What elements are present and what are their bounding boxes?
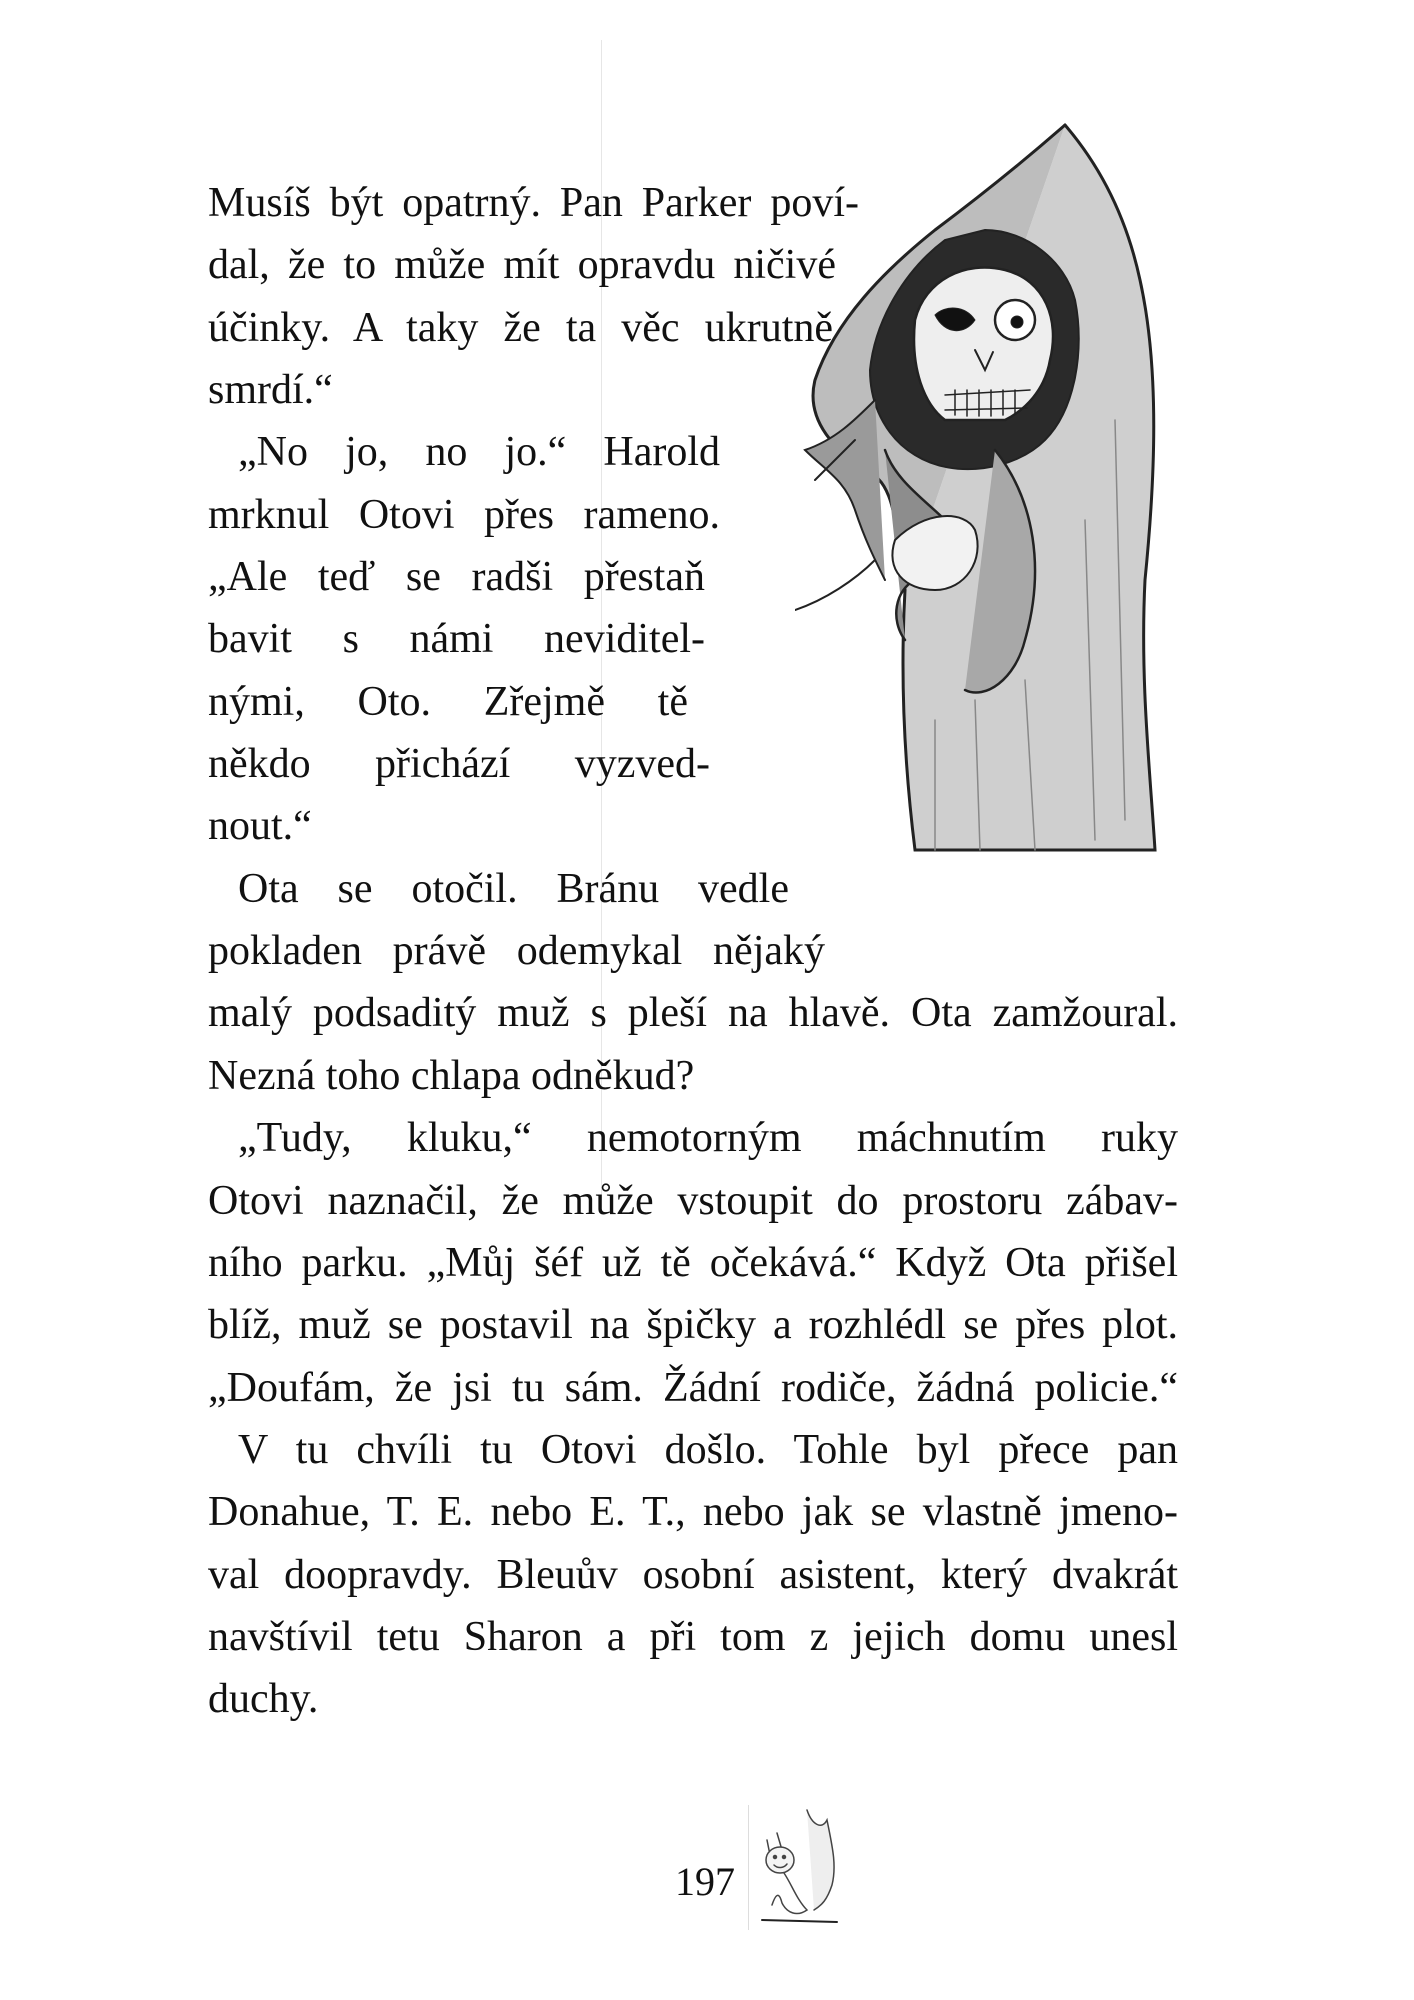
text-line: nout.“ [208,803,312,850]
text-line: val doopravdy. Bleuův osobní asistent, který dvakrát [208,1551,1178,1598]
text-line: ního parku. „Můj šéf už tě očekává.“ Když Ota přišel [208,1239,1178,1286]
text-line: dal, že to může mít opravdu ničivé [208,242,836,289]
text-line: Ota se otočil. Bránu vedle [238,865,789,912]
text-line: Donahue, T. E. nebo E. T., nebo jak se vlastně jmeno- [208,1489,1178,1536]
text-line: pokladen právě odemykal nějaký [208,928,825,975]
text-line: „Doufám, že jsi tu sám. Žádní rodiče, žádná policie.“ [208,1364,1178,1411]
text-line: Nezná toho chlapa odněkud? [208,1052,695,1099]
text-line: bavit s námi neviditel- [208,616,705,663]
text-line: Musíš být opatrný. Pan Parker poví- [208,180,859,226]
footer-divider [748,1805,749,1930]
text-line: malý podsaditý muž s pleší na hlavě. Ota zamžoural. [208,990,1178,1037]
text-line: „No jo, no jo.“ Harold [238,429,720,476]
text-line: účinky. A taky že ta věc ukrutně [208,304,833,351]
hooded-skeleton-illustration [795,120,1165,860]
text-line: mrknul Otovi přes rameno. [208,491,720,538]
text-line: navštívil tetu Sharon a při tom z jejich domu unesl [208,1613,1178,1660]
text-line: blíž, muž se postavil na špičky a rozhlédl se přes plot. [208,1302,1178,1349]
text-line: V tu chvíli tu Otovi došlo. Tohle byl přece pan [238,1426,1178,1473]
text-line: smrdí.“ [208,367,333,414]
text-line: někdo přichází vyzved- [208,741,710,788]
text-line: „Ale teď se radši přestaň [208,554,705,601]
text-line: nými, Oto. Zřejmě tě [208,678,688,725]
page-number: 197 [675,1859,735,1904]
text-line: Otovi naznačil, že může vstoupit do prostoru zábav- [208,1177,1178,1224]
text-line: „Tudy, kluku,“ nemotorným máchnutím ruky [238,1115,1178,1162]
text-line: duchy. [208,1676,319,1723]
bat-icon [752,1805,847,1930]
